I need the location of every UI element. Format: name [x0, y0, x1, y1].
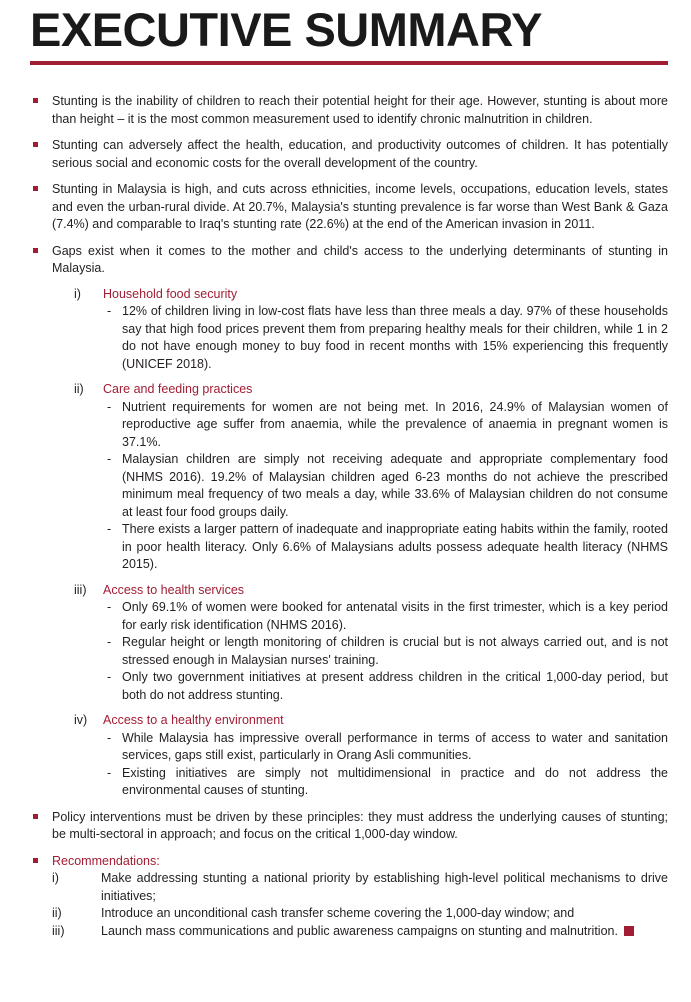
- dash-icon: -: [107, 635, 112, 649]
- bullet-stunting-effects: [30, 137, 668, 172]
- determinant-number: ii): [74, 382, 84, 396]
- determinant-title: Access to a healthy environment: [103, 713, 284, 727]
- end-mark-icon: [624, 926, 634, 936]
- bullet-recommendations: [30, 853, 668, 941]
- bullet-square-icon: [33, 814, 38, 819]
- recommendation-item: [30, 870, 668, 905]
- recommendation-text: Introduce an unconditional cash transfer scheme covering the 1,000-day window; and: [101, 906, 575, 920]
- bullet-square-icon: [33, 248, 38, 253]
- determinant-point: - Malaysian children are simply not receiving adequate and appropriate complementary food (NHMS 2016). 19.2% of Malaysian children aged 6-23 months do not achieve the prescribed minimum meal frequency of two meals a day, while 33.6% of Malaysian children do not consume at least four food groups daily.: [107, 452, 668, 519]
- page-title: EXECUTIVE SUMMARY: [30, 3, 543, 56]
- determinant-point: - Regular height or length monitoring of children is crucial but is not always carried out, and is not stressed enough in Malaysian nurses' training.: [107, 635, 668, 667]
- determinant-point: - Nutrient requirements for women are not being met. In 2016, 24.9% of Malaysian women of reproductive age suffer from anaemia, while the prevalence of anaemia in pregnant women is 37.1%.: [107, 399, 668, 449]
- determinant-healthy-environment: [52, 712, 668, 800]
- recommendation-number: ii): [52, 906, 62, 920]
- bullet-text: Stunting can adversely affect the health, education, and productivity outcomes of children. It has potentially serious social and economic costs for the overall development of the country.: [52, 138, 668, 170]
- bullet-text: Policy interventions must be driven by these principles: they must address the underlying causes of stunting; be multi-sectoral in approach; and focus on the critical 1,000-day window.: [52, 809, 668, 841]
- determinant-title: Care and feeding practices: [103, 382, 253, 396]
- determinant-point: - There exists a larger pattern of inadequate and inappropriate eating habits within the family, rooted in poor health literacy. Only 6.6% of Malaysians adults possess adequate health literacy (NHMS 2015).: [107, 522, 668, 571]
- dash-icon: -: [107, 522, 112, 536]
- recommendation-number: iii): [52, 923, 65, 938]
- recommendation-item: [30, 923, 668, 941]
- bullet-square-icon: [33, 142, 38, 147]
- dash-icon: -: [107, 452, 112, 466]
- determinant-number: i): [74, 286, 81, 301]
- title-rule: [30, 61, 668, 65]
- bullet-square-icon: [33, 186, 38, 191]
- determinant-point: - Existing initiatives are simply not multidimensional in practice and do not address the environmental causes of stunting.: [107, 765, 668, 797]
- bullet-square-icon: [33, 858, 38, 863]
- recommendation-text: Launch mass communications and public awareness campaigns on stunting and malnutrition.: [101, 923, 618, 938]
- determinant-title: Household food security: [103, 286, 238, 301]
- bullet-gaps: [30, 243, 668, 800]
- bullet-stunting-in-malaysia: [30, 181, 668, 234]
- bullet-square-icon: [33, 98, 38, 103]
- dash-icon: -: [107, 765, 112, 780]
- determinant-care-feeding: [52, 381, 668, 574]
- recommendation-item: [30, 905, 668, 923]
- dash-icon: -: [107, 730, 112, 745]
- recommendation-text: Make addressing stunting a national priority by establishing high-level political mechanisms to drive initiatives;: [101, 871, 668, 903]
- determinant-point: - Only two government initiatives at present address children in the critical 1,000-day period, but both do not address stunting.: [107, 670, 668, 702]
- determinant-number: iv): [74, 713, 88, 727]
- recommendations-heading: Recommendations:: [52, 853, 160, 868]
- recommendation-number: i): [52, 871, 59, 885]
- dash-icon: -: [107, 600, 112, 614]
- determinant-point: - Only 69.1% of women were booked for antenatal visits in the first trimester, which is a key period for early risk identification (NHMS 2016).: [107, 600, 668, 632]
- determinant-point: - While Malaysia has impressive overall performance in terms of access to water and sanitation services, gaps still exist, particularly in Orang Asli communities.: [107, 730, 668, 762]
- determinant-health-services: [52, 582, 668, 705]
- determinant-point: - 12% of children living in low-cost flats have less than three meals a day. 97% of these households say that high food prices prevent them from preparing healthy meals for their children, while 1 in 2 do not have enough money to buy food in recent months with 15% experiencing this frequently (UNICEF 2018).: [107, 304, 668, 371]
- bullet-text: Gaps exist when it comes to the mother and child's access to the underlying determinants of stunting in Malaysia.: [52, 243, 668, 275]
- determinant-title: Access to health services: [103, 582, 245, 597]
- bullet-text: Stunting in Malaysia is high, and cuts across ethnicities, income levels, occupations, education levels, states and even the urban-rural divide. At 20.7%, Malaysia's stunting prevalence is far worse than West Bank & Gaza (7.4%) and comparable to Iraq's stunting rate (22.6%) at the end of the American invasion in 2011.: [52, 182, 668, 231]
- bullet-policy-principles: [30, 809, 668, 844]
- bullet-text: Stunting is the inability of children to reach their potential height for their age. However, stunting is about more than height – it is the most common measurement used to identify chronic malnutrition in children.: [52, 94, 668, 126]
- dash-icon: -: [107, 399, 112, 414]
- bullet-stunting-definition: [30, 93, 668, 128]
- determinant-number: iii): [74, 582, 87, 597]
- dash-icon: -: [107, 670, 112, 684]
- dash-icon: -: [107, 304, 112, 318]
- summary-content: [30, 93, 668, 940]
- determinant-food-security: [52, 286, 668, 374]
